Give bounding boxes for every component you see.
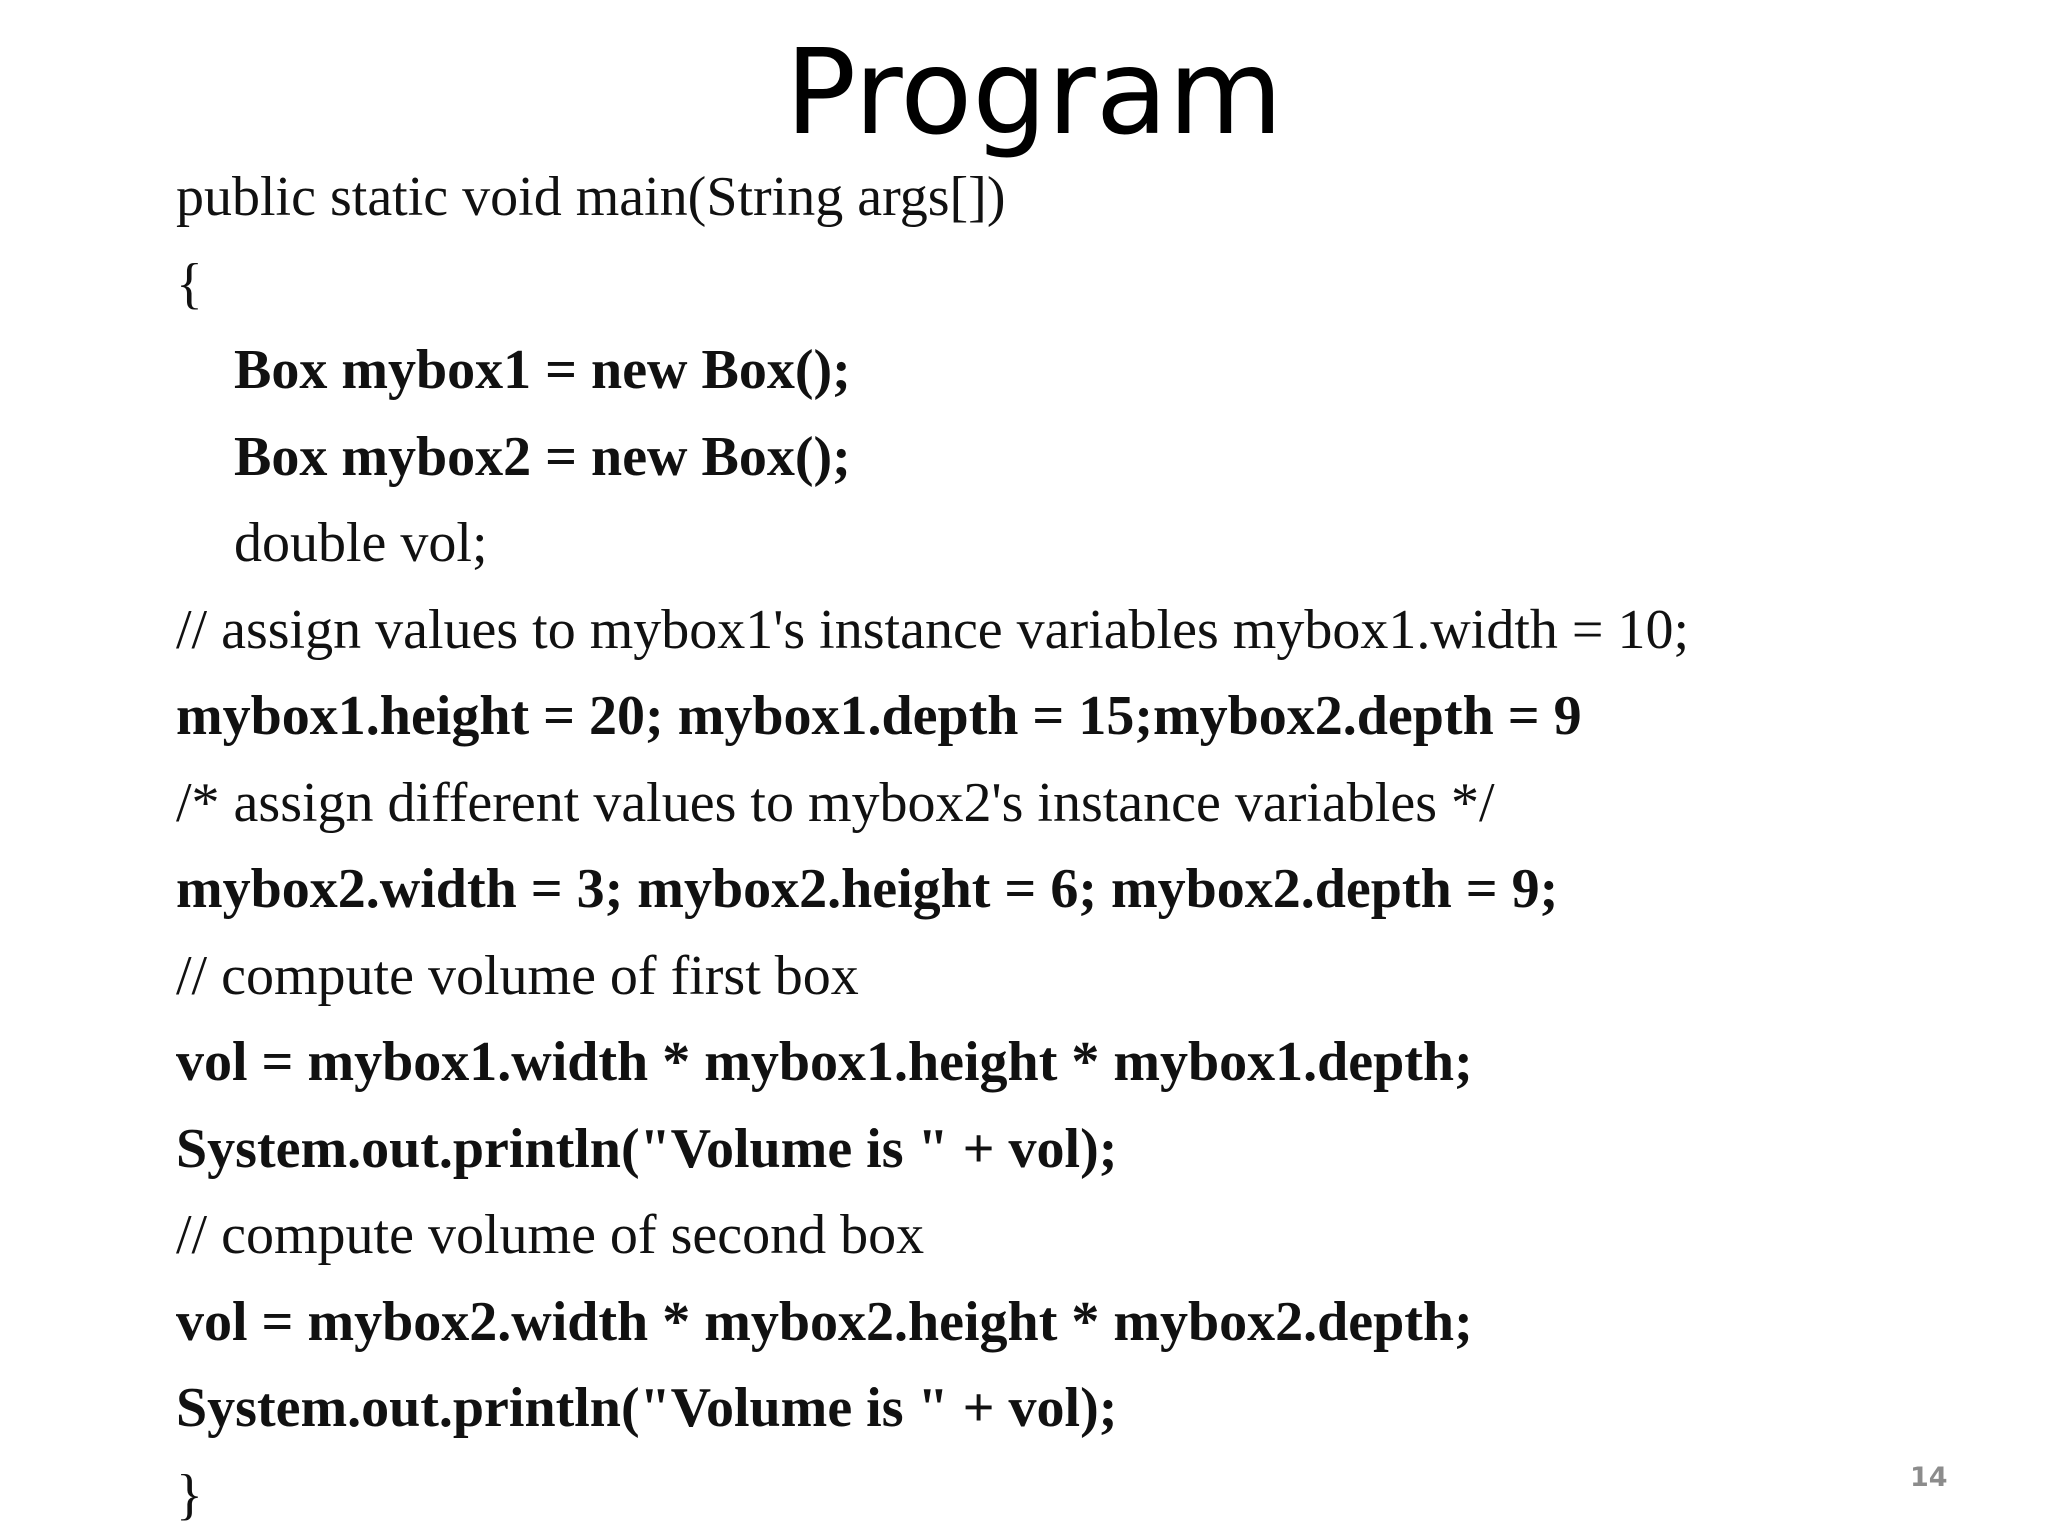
code-listing bbox=[176, 154, 1976, 1536]
code-line-comment-volume-first: // compute volume of first box bbox=[176, 944, 859, 1007]
page-number: 14 bbox=[1910, 1462, 1948, 1493]
code-line-comment-assign-mybox2: /* assign different values to mybox2's instance variables */ bbox=[176, 771, 1495, 834]
code-line-volume-second-calc: vol = mybox2.width * mybox2.height * mybox2.depth; bbox=[176, 1290, 1473, 1353]
code-line-mybox1-declaration: Box mybox1 = new Box(); bbox=[234, 339, 851, 401]
code-line-main-signature: public static void main(String args[]) bbox=[176, 166, 1006, 228]
code-line-mybox2-assignments: mybox2.width = 3; mybox2.height = 6; mybox2.depth = 9; bbox=[176, 858, 1559, 920]
slide-title: Program bbox=[785, 23, 1283, 161]
code-line-comment-assign-mybox1: // assign values to mybox1's instance variables mybox1.width = 10; bbox=[176, 598, 1690, 661]
code-line-print-volume-second: System.out.println("Volume is " + vol); bbox=[176, 1377, 1118, 1439]
code-line-print-volume-first: System.out.println("Volume is " + vol); bbox=[176, 1117, 1118, 1180]
code-line-open-brace: { bbox=[176, 252, 203, 315]
code-line-mybox2-declaration: Box mybox2 = new Box(); bbox=[234, 425, 851, 488]
code-line-comment-volume-second: // compute volume of second box bbox=[176, 1204, 925, 1266]
code-line-vol-declaration: double vol; bbox=[234, 512, 488, 574]
code-line-close-brace: } bbox=[176, 1463, 203, 1526]
code-line-mybox1-assignments: mybox1.height = 20; mybox1.depth = 15;mybox2.depth = 9 bbox=[176, 685, 1582, 747]
code-line-volume-first-calc: vol = mybox1.width * mybox1.height * mybox1.depth; bbox=[176, 1031, 1473, 1093]
